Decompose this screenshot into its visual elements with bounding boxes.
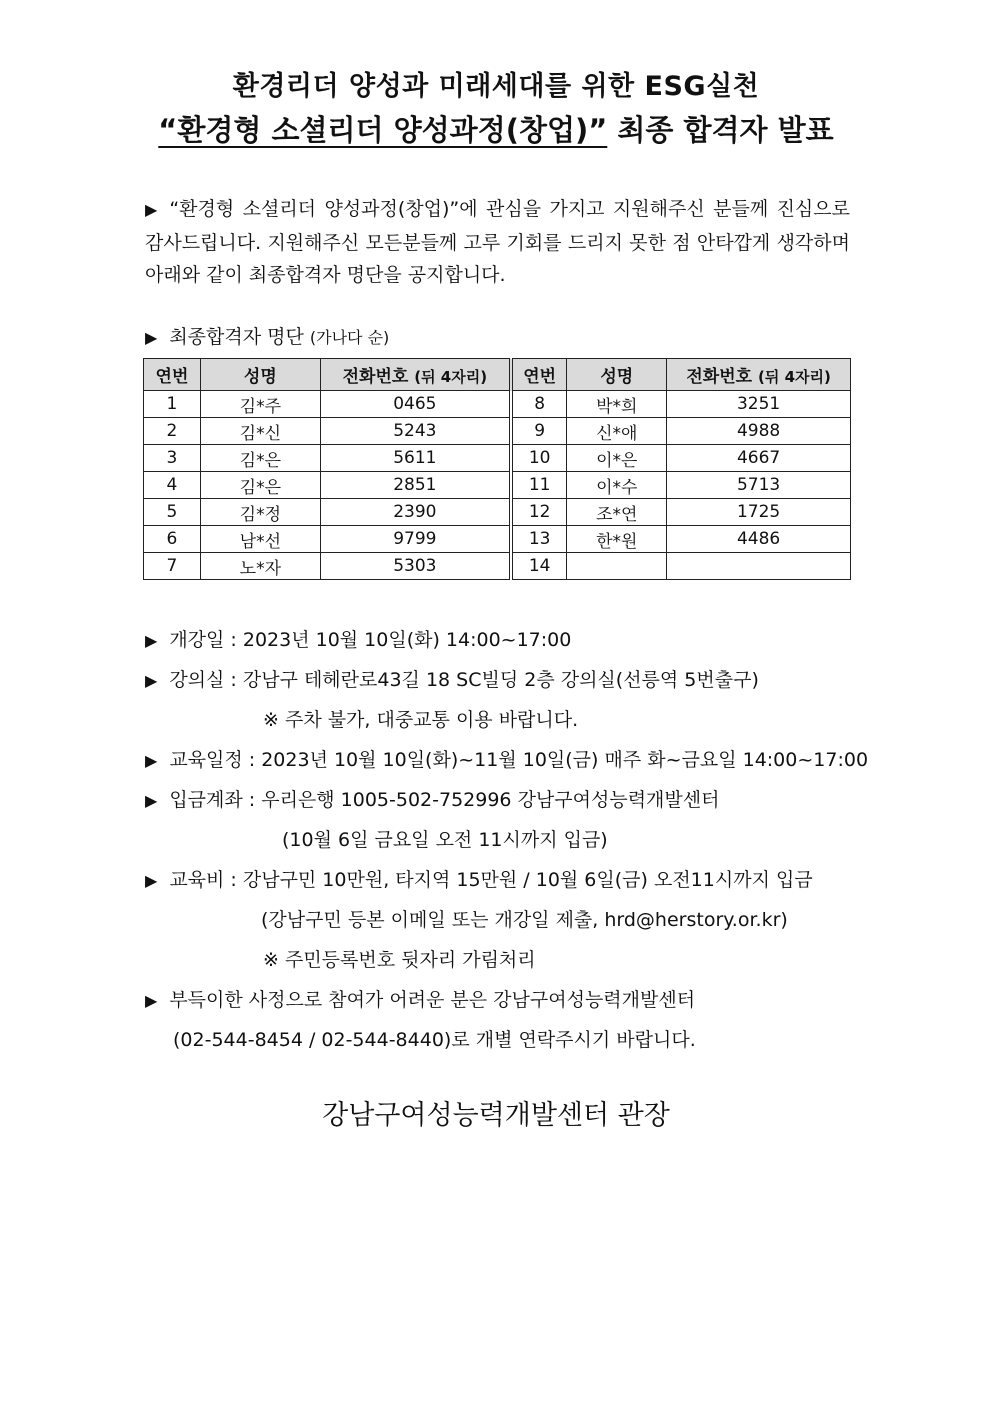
cell-phone: 9799 bbox=[320, 526, 511, 553]
roster-sort-note: (가나다 순) bbox=[309, 328, 390, 347]
cell-no: 9 bbox=[511, 418, 567, 445]
cell-phone: 3251 bbox=[667, 391, 851, 418]
cell-name: 신*애 bbox=[567, 418, 667, 445]
table-row bbox=[144, 445, 851, 472]
cell-no: 2 bbox=[144, 418, 201, 445]
cell-phone: 5303 bbox=[320, 553, 511, 580]
info-classroom-note: ※ 주차 불가, 대중교통 이용 바랍니다. bbox=[263, 709, 579, 731]
bullet-triangle-icon: ▶ bbox=[145, 991, 158, 1010]
cell-name bbox=[567, 553, 667, 580]
table-row bbox=[144, 391, 851, 418]
bullet-triangle-icon: ▶ bbox=[145, 631, 158, 650]
bullet-triangle-icon: ▶ bbox=[145, 791, 158, 810]
cell-phone: 5611 bbox=[320, 445, 511, 472]
cell-phone: 5243 bbox=[320, 418, 511, 445]
cell-no: 1 bbox=[144, 391, 201, 418]
table-row bbox=[144, 418, 851, 445]
bullet-triangle-icon: ▶ bbox=[145, 671, 158, 690]
cell-phone: 0465 bbox=[320, 391, 511, 418]
table-row bbox=[144, 499, 851, 526]
cell-no: 14 bbox=[511, 553, 567, 580]
info-fee-note-1: (강남구민 등본 이메일 또는 개강일 제출, hrd@herstory.or.kr) bbox=[261, 909, 788, 931]
header-name: 성명 bbox=[200, 359, 320, 391]
cell-no: 4 bbox=[144, 472, 201, 499]
table-row bbox=[144, 526, 851, 553]
cell-phone: 4988 bbox=[667, 418, 851, 445]
table-header-row bbox=[144, 359, 851, 391]
info-account-note: (10월 6일 금요일 오전 11시까지 입금) bbox=[282, 829, 608, 851]
info-contact: ▶ 부득이한 사정으로 참여가 어려운 분은 강남구여성능력개발센터 bbox=[145, 980, 855, 1020]
announcement-label: 최종 합격자 발표 bbox=[617, 113, 834, 147]
cell-name: 김*은 bbox=[200, 472, 320, 499]
bullet-triangle-icon: ▶ bbox=[145, 200, 158, 219]
title-line-2 bbox=[0, 108, 992, 149]
cell-name: 김*정 bbox=[200, 499, 320, 526]
cell-phone bbox=[667, 553, 851, 580]
cell-name: 노*자 bbox=[200, 553, 320, 580]
info-schedule: ▶ 교육일정 : 2023년 10월 10일(화)~11월 10일(금) 매주 화~금요일 14:00~17:00 bbox=[145, 740, 855, 780]
cell-phone: 2390 bbox=[320, 499, 511, 526]
title-line-1: 환경리더 양성과 미래세대를 위한 ESG실천 bbox=[232, 71, 760, 102]
roster-table bbox=[143, 358, 851, 580]
cell-no: 7 bbox=[144, 553, 201, 580]
info-fee-note-2: ※ 주민등록번호 뒷자리 가림처리 bbox=[263, 949, 536, 971]
info-fee: ▶ 교육비 : 강남구민 10만원, 타지역 15만원 / 10월 6일(금) 오전11시까지 입금 bbox=[145, 860, 855, 900]
header-phone: 전화번호 (뒤 4자리) bbox=[667, 359, 851, 391]
cell-name: 김*은 bbox=[200, 445, 320, 472]
cell-no: 8 bbox=[511, 391, 567, 418]
bullet-triangle-icon: ▶ bbox=[145, 328, 158, 347]
cell-phone: 1725 bbox=[667, 499, 851, 526]
cell-name: 남*선 bbox=[200, 526, 320, 553]
table-row bbox=[144, 553, 851, 580]
bullet-triangle-icon: ▶ bbox=[145, 871, 158, 890]
cell-name: 한*원 bbox=[567, 526, 667, 553]
cell-no: 6 bbox=[144, 526, 201, 553]
cell-name: 김*신 bbox=[200, 418, 320, 445]
cell-name: 박*희 bbox=[567, 391, 667, 418]
cell-no: 11 bbox=[511, 472, 567, 499]
info-contact-phone: (02-544-8454 / 02-544-8440)로 개별 연락주시기 바랍니다. bbox=[173, 1029, 696, 1051]
cell-no: 3 bbox=[144, 445, 201, 472]
cell-no: 10 bbox=[511, 445, 567, 472]
info-start-date: ▶ 개강일 : 2023년 10월 10일(화) 14:00~17:00 bbox=[145, 620, 855, 660]
cell-phone: 4667 bbox=[667, 445, 851, 472]
info-account: ▶ 입금계좌 : 우리은행 1005-502-752996 강남구여성능력개발센터 bbox=[145, 780, 855, 820]
cell-name: 김*주 bbox=[200, 391, 320, 418]
header-name: 성명 bbox=[567, 359, 667, 391]
header-no: 연번 bbox=[144, 359, 201, 391]
info-classroom: ▶ 강의실 : 강남구 테헤란로43길 18 SC빌딩 2층 강의실(선릉역 5번출구) bbox=[145, 660, 855, 700]
cell-name: 조*연 bbox=[567, 499, 667, 526]
signature: 강남구여성능력개발센터 관장 bbox=[322, 1100, 670, 1131]
cell-no: 5 bbox=[144, 499, 201, 526]
cell-no: 12 bbox=[511, 499, 567, 526]
cell-phone: 2851 bbox=[320, 472, 511, 499]
table-row bbox=[144, 472, 851, 499]
cell-name: 이*수 bbox=[567, 472, 667, 499]
course-info bbox=[145, 620, 869, 1060]
header-no: 연번 bbox=[511, 359, 567, 391]
cell-no: 13 bbox=[511, 526, 567, 553]
header-phone: 전화번호 (뒤 4자리) bbox=[320, 359, 511, 391]
cell-phone: 5713 bbox=[667, 472, 851, 499]
cell-name: 이*은 bbox=[567, 445, 667, 472]
cell-phone: 4486 bbox=[667, 526, 851, 553]
roster-heading-label: 최종합격자 명단 bbox=[169, 326, 304, 348]
intro-text: “환경형 소셜리더 양성과정(창업)”에 관심을 가지고 지원해주신 분들께 진심으로 감사드립니다. 지원해주신 모든분들께 고루 기회를 드리지 못한 점 안타깝게 생각하며 아래와 같이 최종합격자 명단을 공지합니다. bbox=[145, 198, 850, 286]
bullet-triangle-icon: ▶ bbox=[145, 751, 158, 770]
roster-heading bbox=[145, 322, 389, 349]
program-name: “환경형 소셜리더 양성과정(창업)” bbox=[158, 113, 608, 147]
intro-paragraph bbox=[145, 193, 850, 292]
